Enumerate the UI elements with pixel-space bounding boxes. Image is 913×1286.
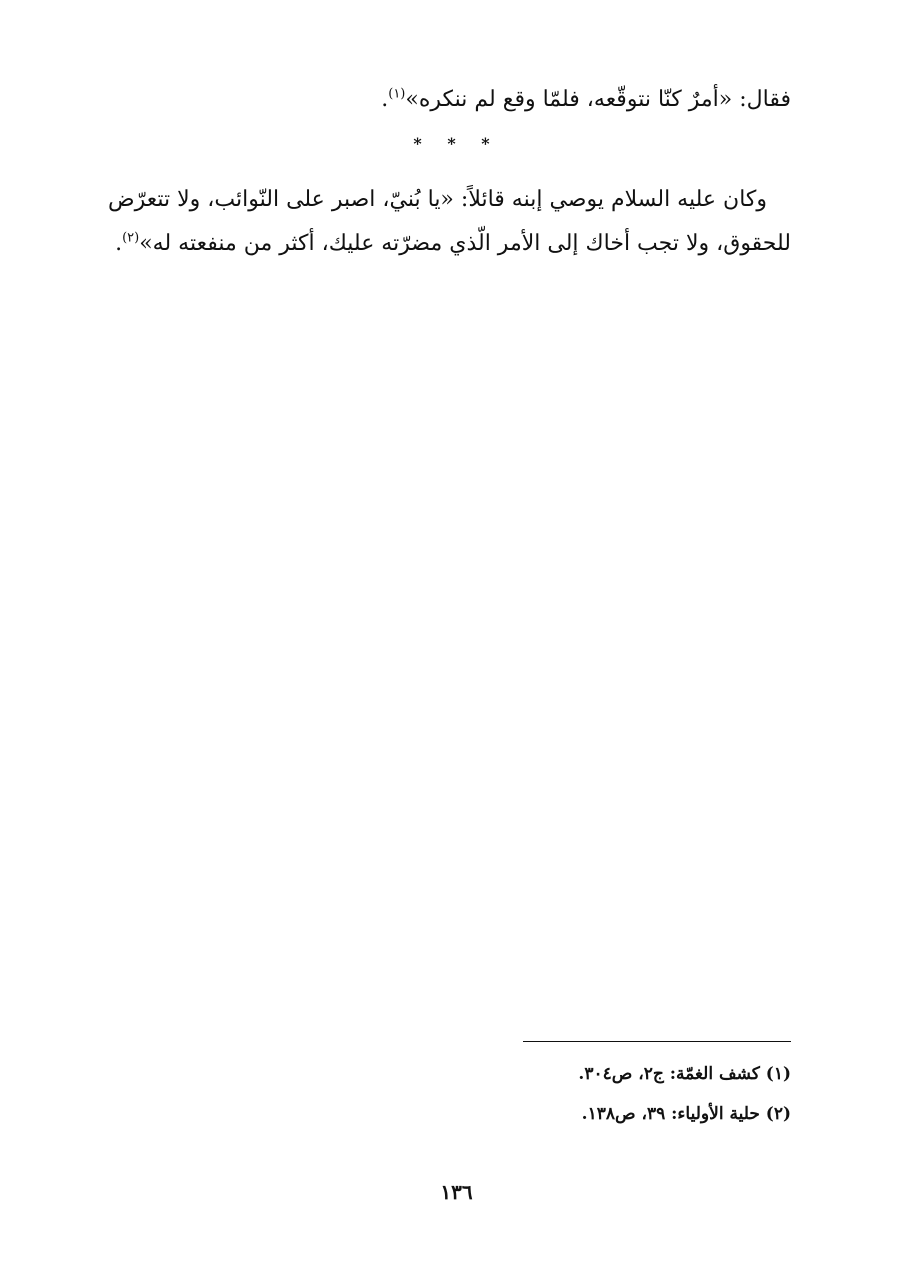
paragraph-2 [108,178,791,266]
footnote-divider [523,1041,791,1042]
paragraph-2-text: وكان عليه السلام يوصي إبنه قائلاً: «يا بُنيّ، اصبر على النّوائب، ولا تتعرّض للحقوق، ولا تجب أخاك إلى الأمر الّذي مضرّته عليك، أكثر من منفعته له» [108,187,791,256]
section-separator: * * * [413,134,500,153]
paragraph-2-end: . [115,231,123,256]
footnote-ref-1: (١) [388,86,406,102]
paragraph-1 [108,78,791,122]
footnote-ref-2: (٢) [122,230,140,246]
paragraph-1-end: . [381,87,389,112]
footnote-1: (١) كشف الغمّة: ج٢، ص٣٠٤. [578,1064,791,1084]
paragraph-1-text: فقال: «أمرٌ كنّا نتوقّعه، فلمّا وقع لم ننكره» [405,87,791,112]
footnotes [300,1054,791,1134]
footnote-2: (٢) حلية الأولياء: ٣٩، ص١٣٨. [581,1104,791,1124]
page-number: ١٣٦ [440,1180,473,1204]
